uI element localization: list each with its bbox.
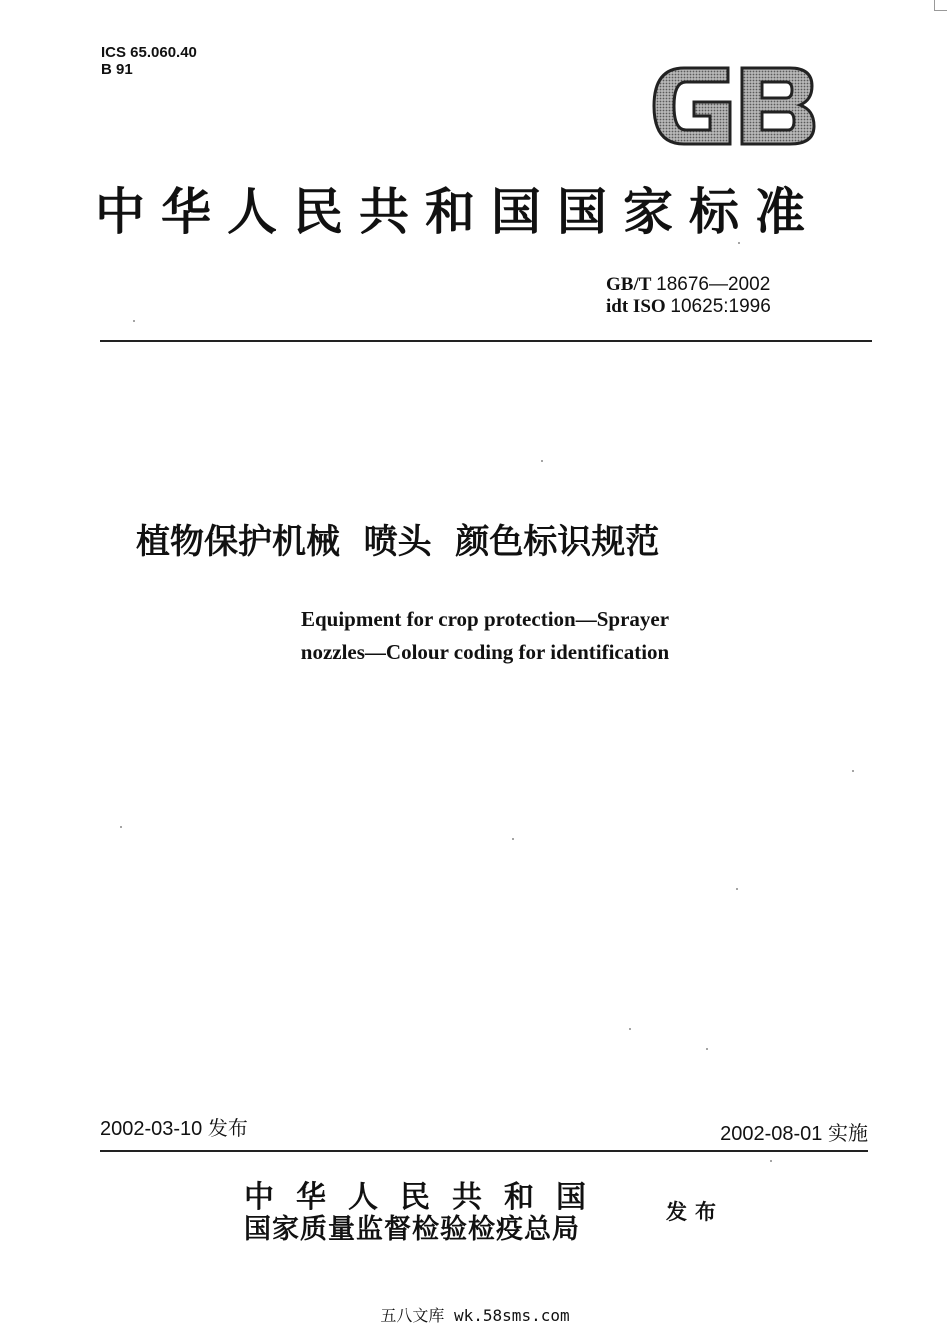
ccs-code: B 91: [101, 61, 133, 78]
english-title-line-1: Equipment for crop protection—Sprayer: [300, 607, 670, 631]
header-divider: [100, 340, 872, 342]
site-watermark: 五八文库 wk.58sms.com: [380, 1306, 570, 1325]
scan-speck: [706, 1048, 708, 1050]
publisher-line-2: 国家质量监督检验检疫总局: [244, 1214, 580, 1245]
standard-number: 18676—2002: [656, 274, 771, 295]
scan-speck: [852, 770, 854, 772]
standard-number-line: [606, 274, 771, 296]
english-title-line-2: nozzles—Colour coding for identification: [300, 640, 670, 664]
standard-numbers: [606, 274, 771, 318]
publisher-line-1: 中华人民共和国: [244, 1180, 608, 1215]
scan-speck: [738, 242, 740, 244]
idt-number: 10625:1996: [670, 296, 771, 317]
scan-speck: [512, 838, 514, 840]
footer-divider: [100, 1150, 868, 1152]
scan-speck: [736, 888, 738, 890]
idt-line: [606, 296, 771, 318]
publisher-block: [244, 1182, 608, 1246]
publish-label: 发布: [666, 1200, 724, 1224]
chinese-title: 植物保护机械 喷头 颜色标识规范: [136, 522, 660, 562]
standard-number-prefix: GB/T: [606, 274, 652, 295]
scan-speck: [629, 1028, 631, 1030]
implementation-date: 2002-08-01 实施: [720, 1123, 868, 1145]
english-title: [200, 603, 770, 669]
scan-speck: [120, 826, 122, 828]
national-standard-title: 中华人民共和国国家标准: [95, 183, 821, 241]
scan-speck: [133, 320, 135, 322]
idt-prefix: idt ISO: [606, 296, 666, 317]
scan-corner-mark: [934, 0, 947, 11]
ics-code: ICS 65.060.40: [101, 44, 197, 61]
classification-codes: [101, 44, 197, 78]
issue-date: 2002-03-10 发布: [100, 1118, 248, 1140]
gb-logo-icon: [650, 64, 818, 148]
scan-speck: [541, 460, 543, 462]
scan-speck: [770, 1160, 772, 1162]
